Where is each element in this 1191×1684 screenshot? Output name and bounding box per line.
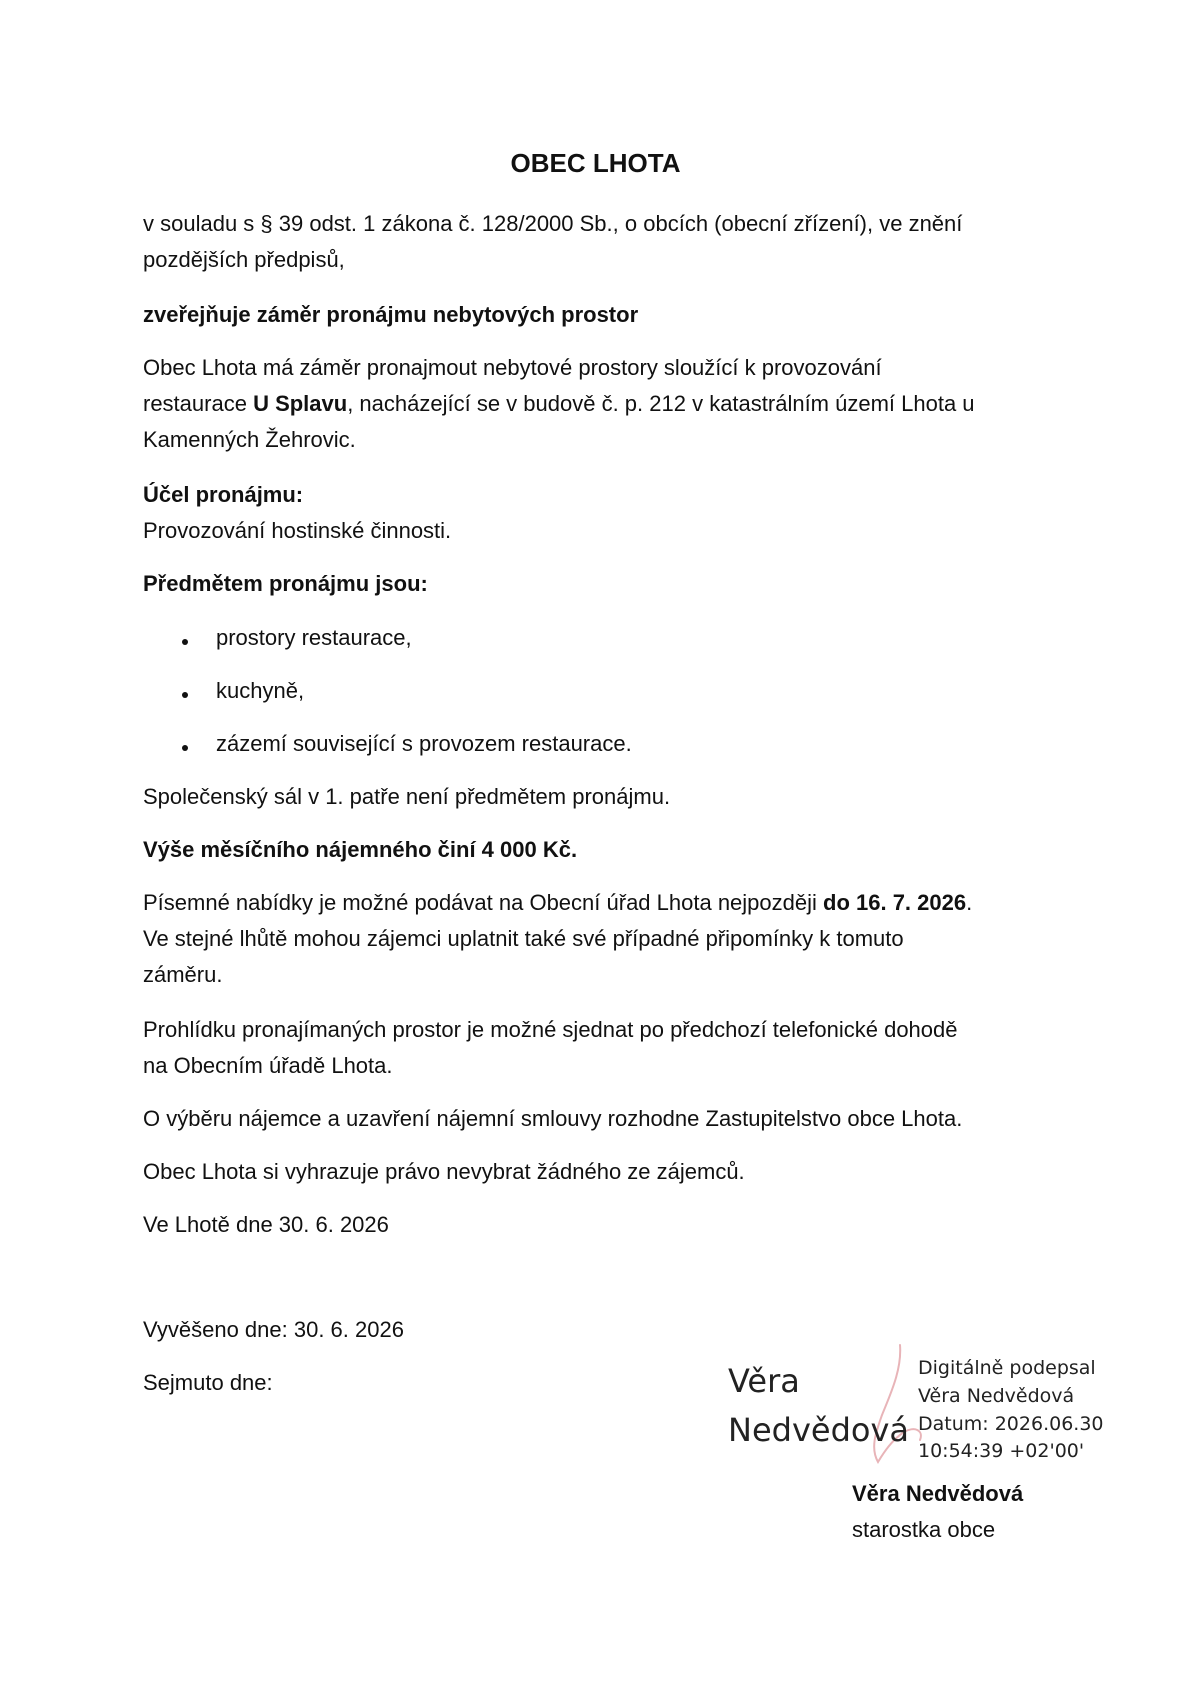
purpose-heading: Účel pronájmu: [143,482,304,507]
inspection-line: Prohlídku pronajímaných prostor je možné sjednat po předchozí telefonické dohodě [143,1017,958,1042]
rent-text: Výše měsíčního nájemného činí 4 000 Kč. [143,837,578,862]
signature-name-line: Věra [728,1362,800,1400]
intro-line: v souladu s § 39 odst. 1 zákona č. 128/2000 Sb., o obcích (obecní zřízení), ve znění [143,211,963,236]
offers-line: Písemné nabídky je možné podávat na Obecní úřad Lhota nejpozději do 16. 7. 2026. [143,890,973,915]
document-title: OBEC LHOTA [510,148,681,178]
offers-line: záměru. [143,962,223,987]
bullet-icon [182,692,188,698]
signer-name: Věra Nedvědová [852,1481,1024,1506]
subject-heading: Předmětem pronájmu jsou: [143,571,428,596]
signature-info-line: Věra Nedvědová [918,1385,1075,1407]
announcement-heading: zveřejňuje záměr pronájmu nebytových prostor [143,302,639,327]
intent-line: Kamenných Žehrovic. [143,427,356,452]
bullet-icon [182,745,188,751]
purpose-text: Provozování hostinské činnosti. [143,518,452,543]
intent-line: Obec Lhota má záměr pronajmout nebytové prostory sloužící k provozování [143,355,882,380]
posted-date: Vyvěšeno dne: 30. 6. 2026 [143,1317,404,1342]
restaurant-name: U Splavu [253,391,348,416]
bullet-icon [182,639,188,645]
signature-info-line: Digitálně podepsal [918,1357,1096,1379]
signer-role: starostka obce [852,1517,996,1542]
place-date: Ve Lhotě dne 30. 6. 2026 [143,1212,389,1237]
signature-name-line: Nedvědová [728,1411,909,1449]
removed-date: Sejmuto dne: [143,1370,273,1395]
signature-info-line: Datum: 2026.06.30 [918,1413,1104,1435]
subject-item: zázemí související s provozem restaurace. [216,731,632,756]
subject-item: kuchyně, [216,678,305,703]
reservation-text: Obec Lhota si vyhrazuje právo nevybrat žádného ze zájemců. [143,1159,745,1184]
signature-info-line: 10:54:39 +02'00' [918,1440,1085,1462]
deadline-date: do 16. 7. 2026 [823,890,967,915]
subject-item: prostory restaurace, [216,625,412,650]
intro-line: pozdějších předpisů, [143,247,345,272]
hall-note: Společenský sál v 1. patře není předmětem pronájmu. [143,784,671,809]
decision-text: O výběru nájemce a uzavření nájemní smlouvy rozhodne Zastupitelstvo obce Lhota. [143,1106,963,1131]
inspection-line: na Obecním úřadě Lhota. [143,1053,393,1078]
offers-line: Ve stejné lhůtě mohou zájemci uplatnit také své případné připomínky k tomuto [143,926,904,951]
intent-line: restaurace U Splavu, nacházející se v budově č. p. 212 v katastrálním území Lhota u [143,391,975,416]
